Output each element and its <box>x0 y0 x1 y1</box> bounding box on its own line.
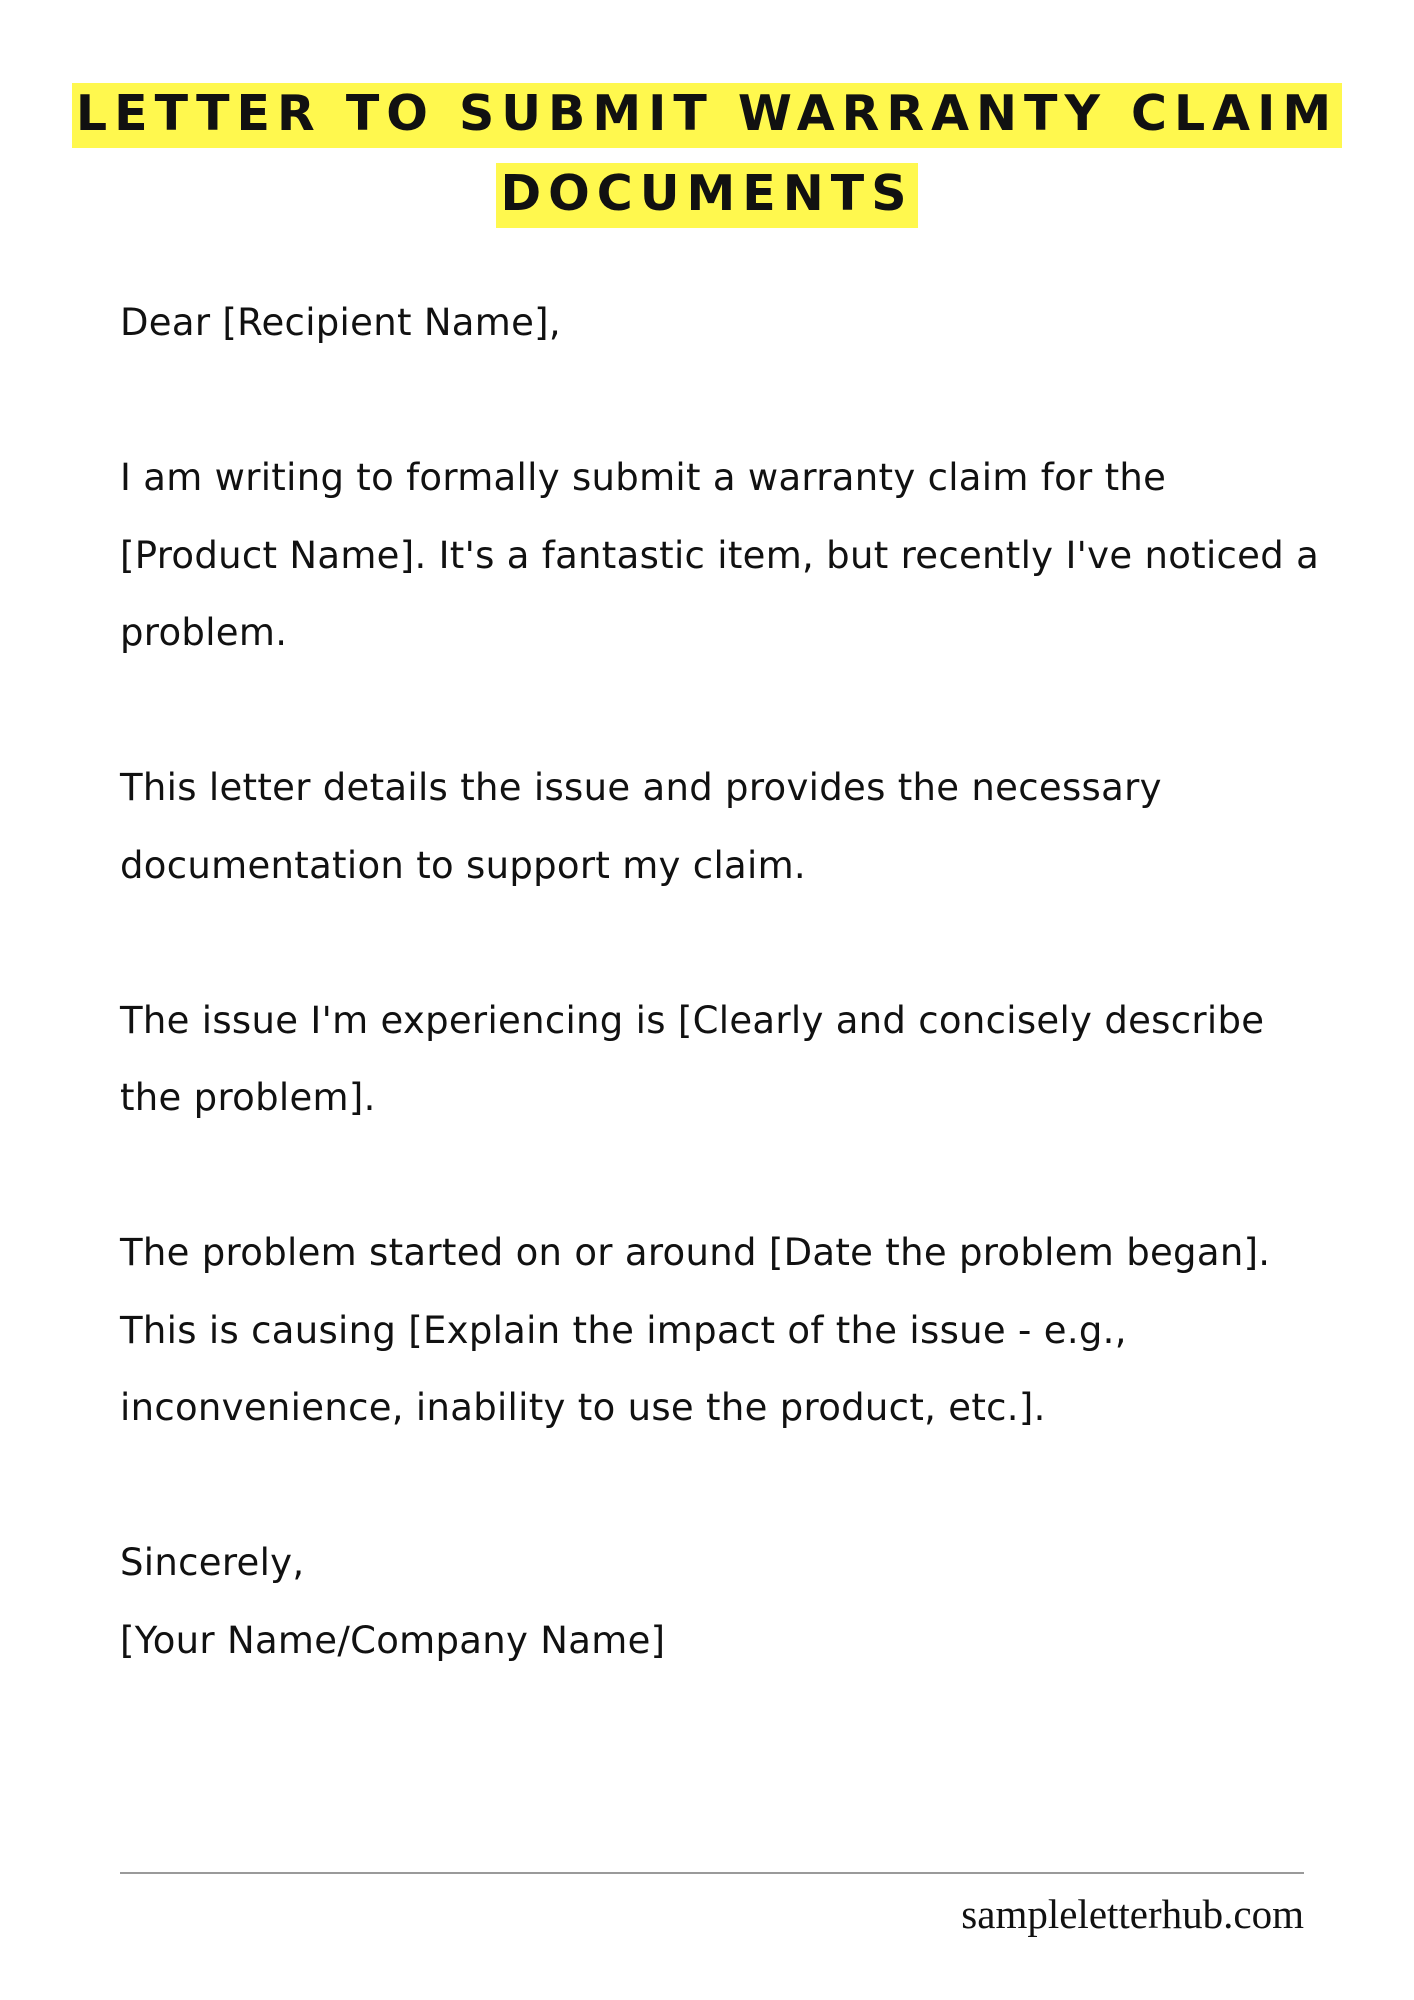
greeting: Dear [Recipient Name], <box>120 301 561 344</box>
closing: Sincerely, <box>120 1541 305 1584</box>
paragraph-intro: I am writing to formally submit a warranty claim for the [Product Name]. It's a fantastic item, but recently I've noticed a problem. <box>120 456 1320 654</box>
footer-website: sampleletterhub.com <box>961 1891 1304 1937</box>
document-title <box>0 74 1414 234</box>
title-line-1: LETTER TO SUBMIT WARRANTY CLAIM <box>72 83 1342 148</box>
letter-body <box>120 284 1320 1679</box>
paragraph-impact: The problem started on or around [Date the problem began]. This is causing [Explain the impact of the issue - e.g., inconvenience, inability to use the product, etc.]. <box>120 1231 1271 1429</box>
footer-divider <box>120 1872 1304 1874</box>
paragraph-details: This letter details the issue and provides the necessary documentation to support my claim. <box>120 766 1162 887</box>
title-line-2: DOCUMENTS <box>496 163 917 228</box>
signoff <box>120 1524 1320 1679</box>
paragraph-issue: The issue I'm experiencing is [Clearly and concisely describe the problem]. <box>120 998 1265 1119</box>
signature: [Your Name/Company Name] <box>120 1618 666 1662</box>
